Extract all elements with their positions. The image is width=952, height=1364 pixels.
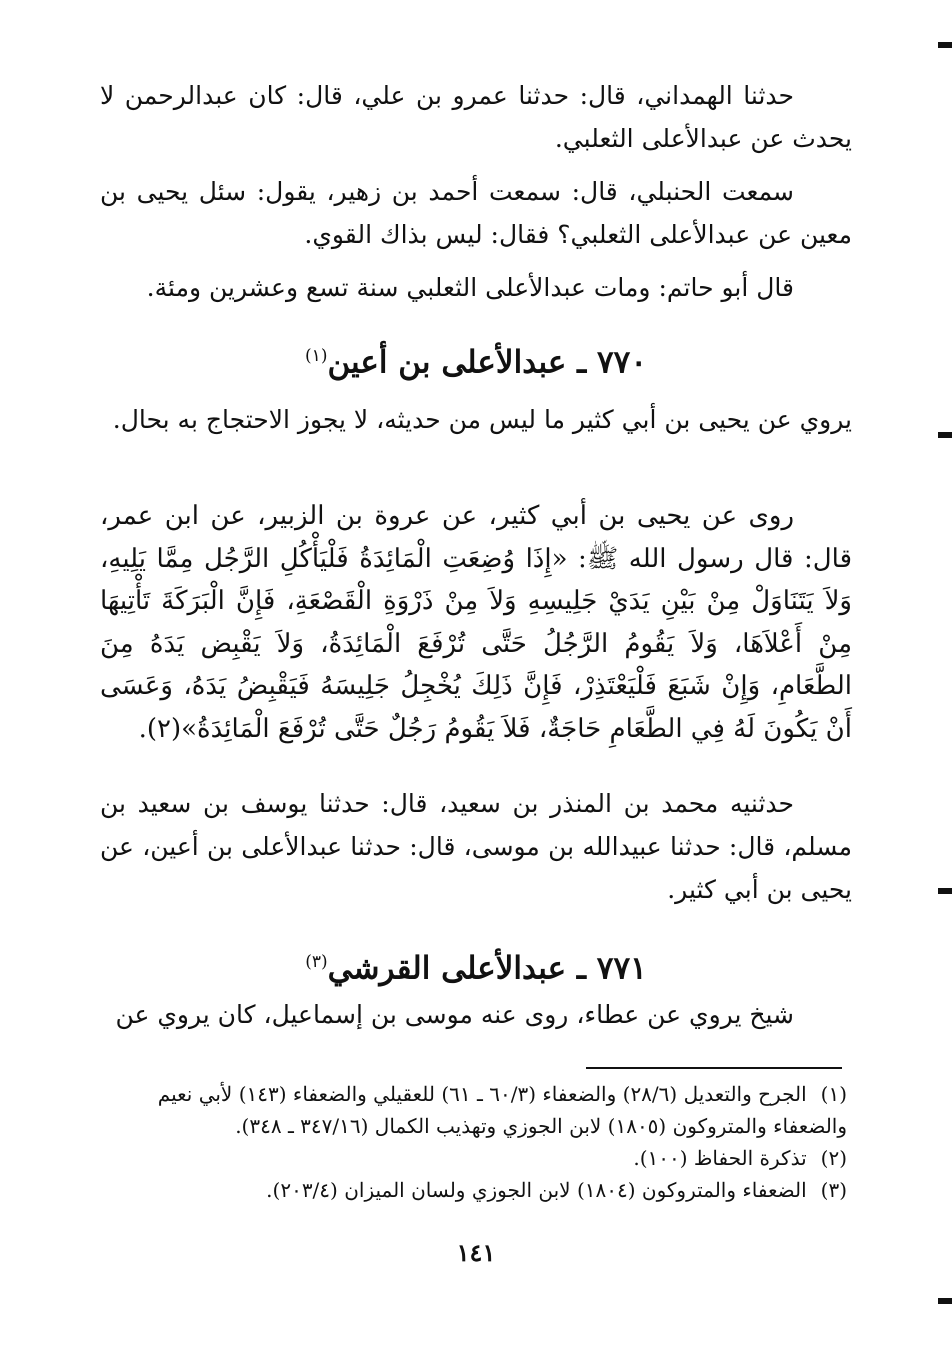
footnote-text: الضعفاء والمتروكون (١٨٠٤) لابن الجوزي ولسان الميزان (٢٠٣/٤).	[266, 1178, 807, 1202]
footnote-number: (٢)	[820, 1146, 847, 1170]
entry-771-heading	[100, 940, 852, 990]
footnote-text: الجرح والتعديل (٢٨/٦) والضعفاء (٦٠/٣ ـ ٦١) للعقيلي والضعفاء (١٤٣) لأبي نعيم	[157, 1082, 807, 1106]
paragraph-hamdani: حدثنا الهمداني، قال: حدثنا عمرو بن علي، قال: كان عبدالرحمن لا يحدث عن عبدالأعلى الثعلبي.	[100, 81, 852, 153]
footnote-ref-1: (١)	[305, 346, 328, 366]
footnote-1-continuation	[95, 1110, 847, 1142]
footnote-ref-3: (٣)	[305, 952, 328, 972]
footnote-2	[95, 1142, 847, 1174]
footnote-3	[95, 1174, 847, 1206]
paragraph-hanbali: سمعت الحنبلي، قال: سمعت أحمد بن زهير، يقول: سئل يحيى بن معين عن عبدالأعلى الثعلبي؟ فقال: ليس بذاك القوي.	[100, 177, 852, 249]
footnote-text: والضعفاء والمتروكون (١٨٠٥) لابن الجوزي وتهذيب الكمال (٣٤٧/١٦ ـ ٣٤٨).	[235, 1114, 847, 1138]
footnote-text: تذكرة الحفاظ (١٠٠).	[633, 1146, 807, 1170]
footnote-number: (٣)	[820, 1178, 847, 1202]
entry-770-heading	[100, 334, 852, 384]
page-number: ١٤١	[456, 1238, 496, 1267]
scan-edge-mark	[938, 1298, 952, 1304]
paragraph-entry-770-isnad: حدثنيه محمد بن المنذر بن سعيد، قال: حدثنا يوسف بن سعيد بن مسلم، قال: حدثنا عبيدالله بن موسى، قال: حدثنا عبدالأعلى بن أعين، عن يحيى بن أبي كثير.	[100, 789, 852, 904]
paragraph-entry-771-intro: شيخ يروي عن عطاء، روى عنه موسى بن إسماعيل، كان يروي عن	[115, 1000, 794, 1029]
paragraph-abu-hatim: قال أبو حاتم: ومات عبدالأعلى الثعلبي سنة تسع وعشرين ومئة.	[146, 273, 794, 302]
paragraph-entry-770-intro: يروي عن يحيى بن أبي كثير ما ليس من حديثه، لا يجوز الاحتجاج به بحال.	[112, 405, 852, 434]
footnotes	[95, 1078, 847, 1206]
scan-edge-mark	[938, 888, 952, 894]
entry-771-title: ٧٧١ ـ عبدالأعلى القرشي	[327, 950, 647, 987]
scan-edge-mark	[938, 432, 952, 438]
paragraph-entry-770-hadith: روى عن يحيى بن أبي كثير، عن عروة بن الزبير، عن ابن عمر، قال: قال رسول الله ﷺ: «إِذَا وُضِعَتِ الْمَائِدَةُ فَلْيَأْكُلِ الرَّجُل مِمَّا يَلِيهِ، وَلاَ يَتَنَاوَلْ مِنْ بَيْنِ يَدَيْ جَلِيسِهِ وَلاَ مِنْ ذَرْوَةِ الْقَصْعَةِ، فَإِنَّ الْبَرَكَةَ تَأْتِيهَا مِنْ أَعْلاَهَا، وَلاَ يَقُومُ الرَّجُلُ حَتَّى تُرْفَعَ الْمَائِدَةُ، وَلاَ يَقْبِض يَدَهُ مِنَ الطَّعَامِ، وَإِنْ شَبَعَ فَلْيَعْتَذِرْ، فَإِنَّ ذَلِكَ يُخْجِلُ جَلِيسَهُ فَيَقْبِضُ يَدَهُ، وَعَسَى أَنْ يَكُونَ لَهُ فِي الطَّعَامِ حَاجَةٌ، فَلاَ يَقُومُ رَجُلٌ حَتَّى تُرْفَعَ الْمَائِدَةُ»(٢).	[100, 501, 852, 744]
entry-770-title: ٧٧٠ ـ عبدالأعلى بن أعين	[327, 344, 647, 381]
footnote-separator	[586, 1067, 842, 1069]
footnote-number: (١)	[820, 1082, 847, 1106]
scan-edge-mark	[938, 42, 952, 48]
footnote-1	[95, 1078, 847, 1110]
